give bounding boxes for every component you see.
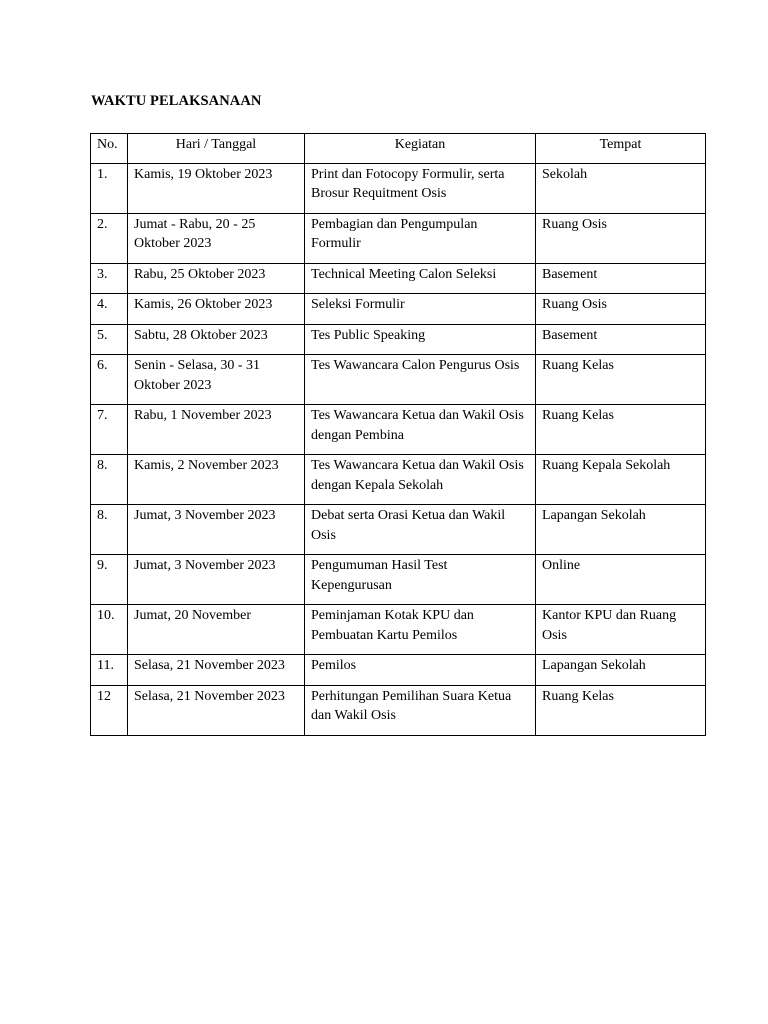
row-activity-cell: Pengumuman Hasil Test Kepengurusan: [305, 555, 536, 605]
row-no-cell: 2.: [91, 213, 128, 263]
table-row: [91, 294, 706, 325]
row-activity-cell: Tes Wawancara Calon Pengurus Osis: [305, 355, 536, 405]
row-activity-cell: Pembagian dan Pengumpulan Formulir: [305, 213, 536, 263]
table-row: [91, 324, 706, 355]
row-no-cell: 3.: [91, 263, 128, 294]
row-activity-cell: Tes Public Speaking: [305, 324, 536, 355]
table-row: [91, 405, 706, 455]
row-activity-cell: Perhitungan Pemilihan Suara Ketua dan Wakil Osis: [305, 685, 536, 735]
row-place-cell: Ruang Osis: [536, 213, 706, 263]
row-no-cell: 4.: [91, 294, 128, 325]
row-place-cell: Basement: [536, 324, 706, 355]
table-row: [91, 355, 706, 405]
row-no-cell: 10.: [91, 605, 128, 655]
table-row: [91, 505, 706, 555]
row-no-cell: 7.: [91, 405, 128, 455]
row-place-cell: Ruang Kelas: [536, 405, 706, 455]
table-row: [91, 163, 706, 213]
row-date-cell: Jumat, 20 November: [128, 605, 305, 655]
row-place-cell: Ruang Osis: [536, 294, 706, 325]
table-row: [91, 213, 706, 263]
row-no-cell: 1.: [91, 163, 128, 213]
row-date-cell: Kamis, 26 Oktober 2023: [128, 294, 305, 325]
row-no-cell: 12: [91, 685, 128, 735]
row-no-cell: 6.: [91, 355, 128, 405]
row-place-cell: Kantor KPU dan Ruang Osis: [536, 605, 706, 655]
row-place-cell: Lapangan Sekolah: [536, 655, 706, 686]
row-place-cell: Ruang Kepala Sekolah: [536, 455, 706, 505]
table-row: [91, 605, 706, 655]
row-activity-cell: Print dan Fotocopy Formulir, serta Brosur Requitment Osis: [305, 163, 536, 213]
row-date-cell: Sabtu, 28 Oktober 2023: [128, 324, 305, 355]
row-date-cell: Rabu, 1 November 2023: [128, 405, 305, 455]
row-no-cell: 8.: [91, 455, 128, 505]
table-row: [91, 685, 706, 735]
document-title: WAKTU PELAKSANAAN: [91, 93, 262, 109]
row-activity-cell: Peminjaman Kotak KPU dan Pembuatan Kartu Pemilos: [305, 605, 536, 655]
row-date-cell: Selasa, 21 November 2023: [128, 655, 305, 686]
row-place-cell: Sekolah: [536, 163, 706, 213]
table-row: [91, 655, 706, 686]
row-date-cell: Selasa, 21 November 2023: [128, 685, 305, 735]
row-place-cell: Online: [536, 555, 706, 605]
row-date-cell: Jumat, 3 November 2023: [128, 505, 305, 555]
table-row: [91, 455, 706, 505]
row-date-cell: Rabu, 25 Oktober 2023: [128, 263, 305, 294]
row-activity-cell: Tes Wawancara Ketua dan Wakil Osis dengan Pembina: [305, 405, 536, 455]
row-no-cell: 11.: [91, 655, 128, 686]
schedule-table: [90, 133, 706, 736]
row-no-cell: 8.: [91, 505, 128, 555]
row-activity-cell: Pemilos: [305, 655, 536, 686]
row-date-cell: Jumat - Rabu, 20 - 25 Oktober 2023: [128, 213, 305, 263]
row-activity-cell: Debat serta Orasi Ketua dan Wakil Osis: [305, 505, 536, 555]
row-activity-cell: Seleksi Formulir: [305, 294, 536, 325]
header-no: No.: [91, 134, 128, 164]
row-no-cell: 9.: [91, 555, 128, 605]
header-date: Hari / Tanggal: [128, 134, 305, 164]
row-place-cell: Lapangan Sekolah: [536, 505, 706, 555]
table-header-row: [91, 134, 706, 164]
row-activity-cell: Tes Wawancara Ketua dan Wakil Osis dengan Kepala Sekolah: [305, 455, 536, 505]
row-place-cell: Ruang Kelas: [536, 355, 706, 405]
row-date-cell: Kamis, 19 Oktober 2023: [128, 163, 305, 213]
header-place: Tempat: [536, 134, 706, 164]
row-date-cell: Senin - Selasa, 30 - 31 Oktober 2023: [128, 355, 305, 405]
row-date-cell: Jumat, 3 November 2023: [128, 555, 305, 605]
row-place-cell: Basement: [536, 263, 706, 294]
row-no-cell: 5.: [91, 324, 128, 355]
table-body: [91, 163, 706, 735]
row-place-cell: Ruang Kelas: [536, 685, 706, 735]
row-date-cell: Kamis, 2 November 2023: [128, 455, 305, 505]
table-row: [91, 555, 706, 605]
header-activity: Kegiatan: [305, 134, 536, 164]
table-row: [91, 263, 706, 294]
row-activity-cell: Technical Meeting Calon Seleksi: [305, 263, 536, 294]
